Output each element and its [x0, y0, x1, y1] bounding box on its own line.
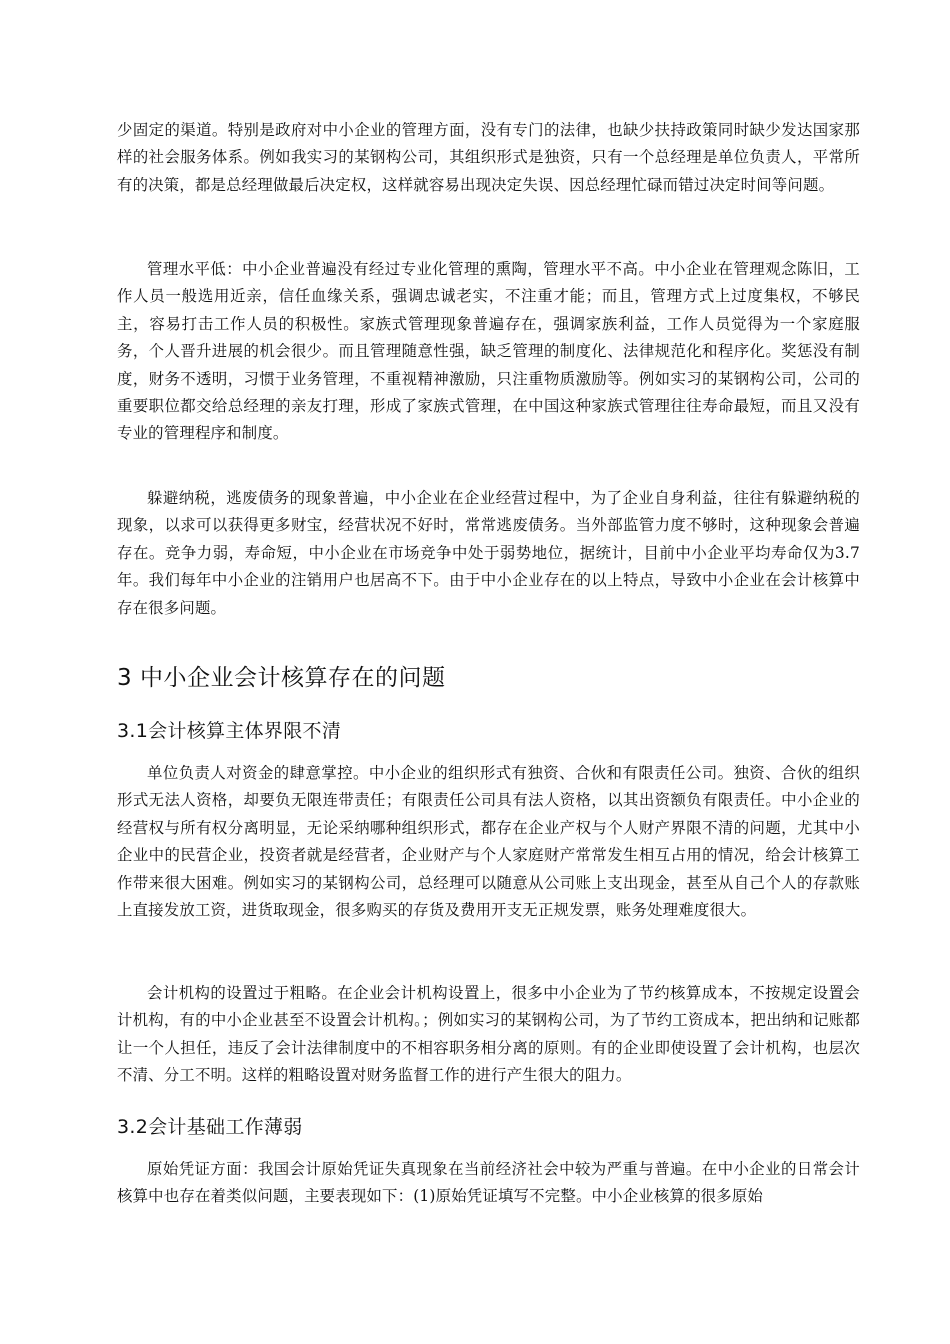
paragraph-accounting-org: 会计机构的设置过于粗略。在企业会计机构设置上，很多中小企业为了节约核算成本，不按规定设置会计机构，有的中小企业甚至不设置会计机构。；例如实习的某钢构公司，为了节约工资成本，把出纳和记账都让一个人担任，违反了会计法律制度中的不相容职务相分离的原则。有的企业即使设置了会计机构，也层次不清、分工不明。这样的粗略设置对财务监督工作的进行产生很大的阻力。 [117, 984, 860, 1085]
subsection-heading-3-1: 3.1会计核算主体界限不清 [117, 720, 342, 742]
subsection-heading-3-2: 3.2会计基础工作薄弱 [117, 1116, 303, 1138]
paragraph-fund-control: 单位负责人对资金的肆意掌控。中小企业的组织形式有独资、合伙和有限责任公司。独资、合伙的组织形式无法人资格，却要负无限连带责任；有限责任公司具有法人资格，以其出资额负有限责任。中小企业的经营权与所有权分离明显，无论采纳哪种组织形式，都存在企业产权与个人财产界限不清的问题，尤其中小企业中的民营企业，投资者就是经营者，企业财产与个人家庭财产常常发生相互占用的情况，给会计核算工作带来很大困难。例如实习的某钢构公司，总经理可以随意从公司账上支出现金，甚至从自己个人的存款账上直接发放工资，进货取现金，很多购买的存货及费用开支无正规发票，账务处理难度很大。 [117, 764, 860, 920]
paragraph-original-vouchers: 原始凭证方面：我国会计原始凭证失真现象在当前经济社会中较为严重与普遍。在中小企业的日常会计核算中也存在着类似问题，主要表现如下：(1)原始凭证填写不完整。中小企业核算的很多原始 [117, 1160, 860, 1206]
section-heading-3: 3 中小企业会计核算存在的问题 [117, 665, 446, 691]
paragraph-continuation: 少固定的渠道。特别是政府对中小企业的管理方面，没有专门的法律，也缺少扶持政策同时缺少发达国家那样的社会服务体系。例如我实习的某钢构公司，其组织形式是独资，只有一个总经理是单位负责人，平常所有的决策，都是总经理做最后决定权，这样就容易出现决定失误、因总经理忙碌而错过决定时间等问题。 [117, 121, 860, 194]
paragraph-management-level: 管理水平低：中小企业普遍没有经过专业化管理的熏陶，管理水平不高。中小企业在管理观念陈旧，工作人员一般选用近亲，信任血缘关系，强调忠诚老实，不注重才能；而且，管理方式上过度集权，不够民主，容易打击工作人员的积极性。家族式管理现象普遍存在，强调家族利益，工作人员觉得为一个家庭服务，个人晋升进展的机会很少。而且管理随意性强，缺乏管理的制度化、法律规范化和程序化。奖惩没有制度，财务不透明，习惯于业务管理，不重视精神激励，只注重物质激励等。例如实习的某钢构公司，公司的重要职位都交给总经理的亲友打理，形成了家族式管理，在中国这种家族式管理往往寿命最短，而且又没有专业的管理程序和制度。 [117, 260, 860, 443]
paragraph-tax-avoidance: 躲避纳税，逃废债务的现象普遍，中小企业在企业经营过程中，为了企业自身利益，往往有躲避纳税的现象，以求可以获得更多财宝，经营状况不好时，常常逃废债务。当外部监管力度不够时，这种现象会普遍存在。竞争力弱，寿命短，中小企业在市场竞争中处于弱势地位，据统计，目前中小企业平均寿命仅为3.7年。我们每年中小企业的注销用户也居高不下。由于中小企业存在的以上特点，导致中小企业在会计核算中存在很多问题。 [117, 489, 860, 617]
